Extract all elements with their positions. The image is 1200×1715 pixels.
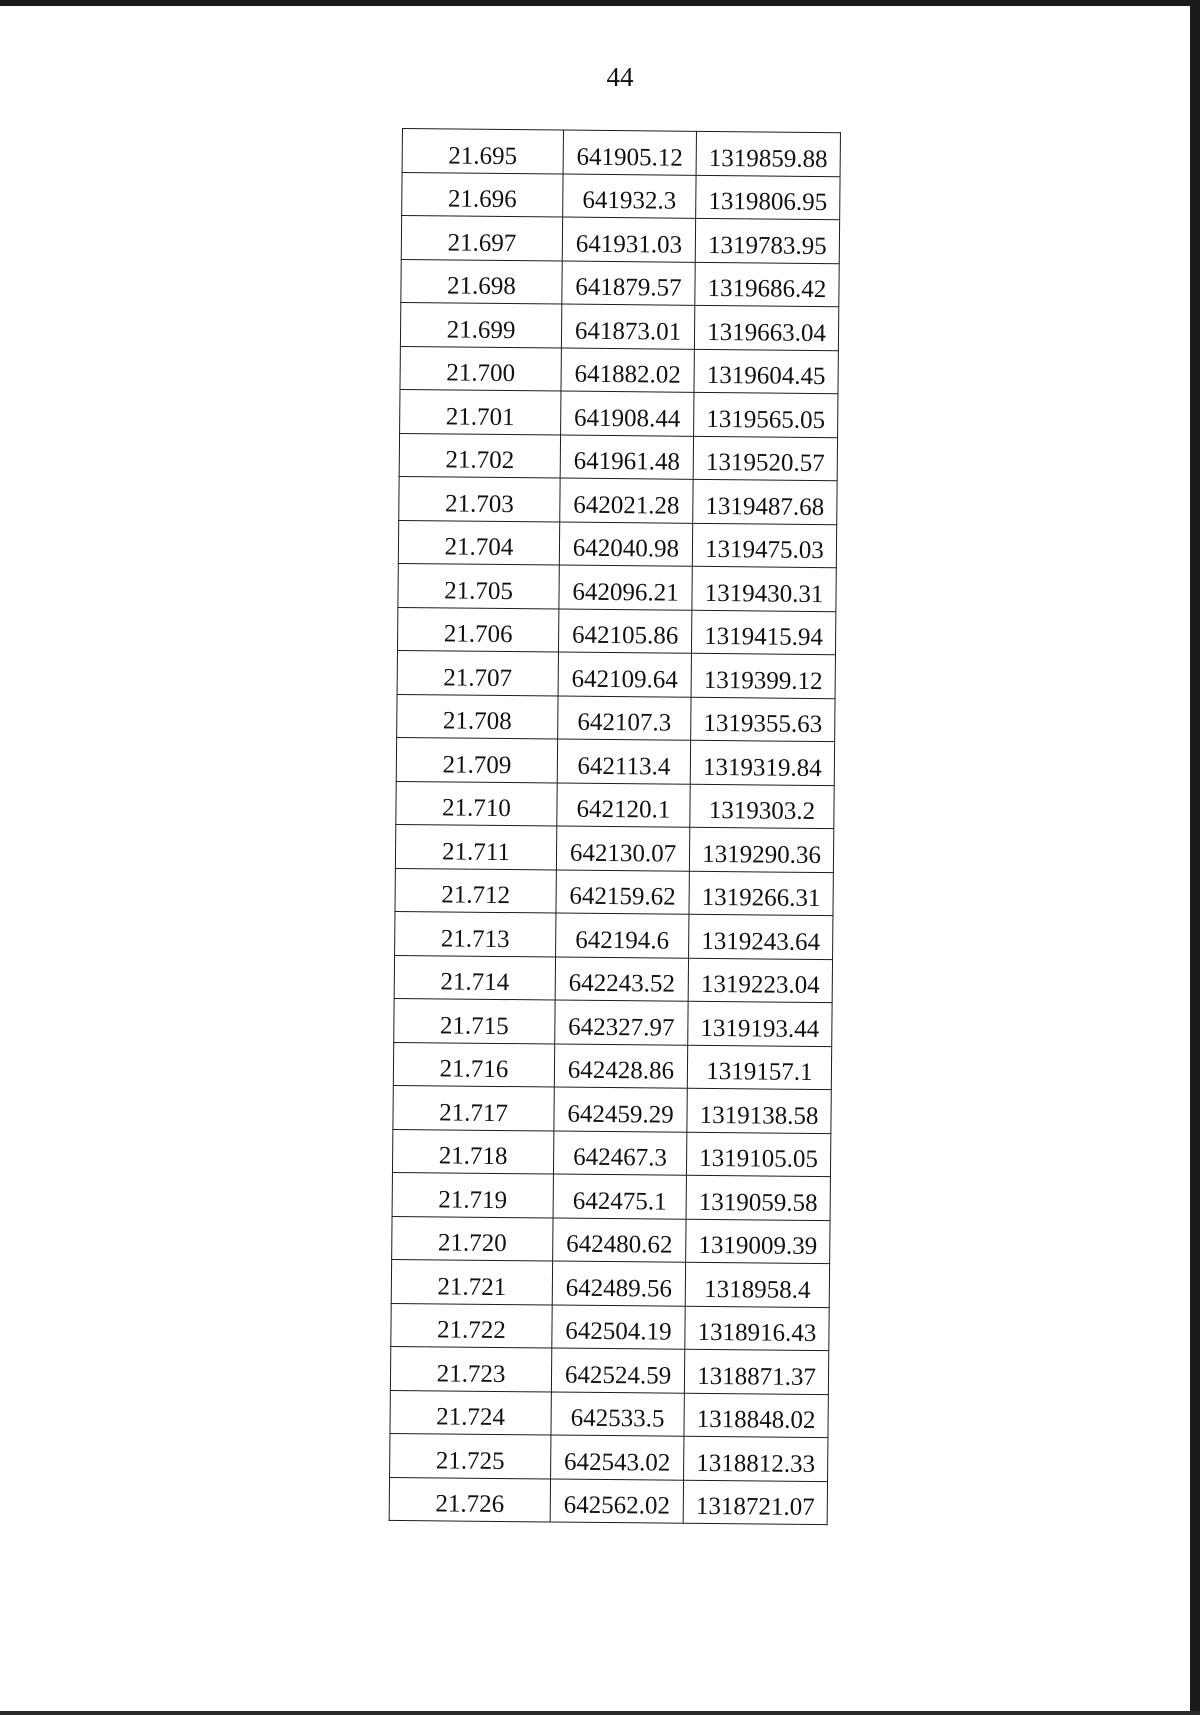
- table-row: [391, 1259, 829, 1307]
- y-coordinate-cell: 1319783.95: [695, 218, 839, 263]
- y-coordinate-cell: 1319009.39: [686, 1219, 830, 1264]
- y-coordinate-cell: 1318848.02: [684, 1393, 828, 1438]
- point-id-cell: 21.712: [395, 868, 556, 913]
- x-coordinate-cell: 642159.62: [556, 870, 689, 915]
- point-id-cell: 21.710: [396, 781, 557, 826]
- point-id-cell: 21.699: [400, 302, 561, 347]
- table-row: [397, 650, 835, 698]
- table-row: [402, 172, 840, 220]
- y-coordinate-cell: 1318812.33: [684, 1436, 828, 1481]
- x-coordinate-cell: 641932.3: [563, 174, 696, 219]
- x-coordinate-cell: 641908.44: [561, 391, 694, 436]
- y-coordinate-cell: 1319059.58: [686, 1175, 830, 1220]
- x-coordinate-cell: 642021.28: [560, 478, 693, 523]
- point-id-cell: 21.702: [399, 433, 560, 478]
- table-row: [398, 563, 836, 611]
- table-row: [393, 1085, 831, 1133]
- x-coordinate-cell: 641931.03: [562, 217, 695, 262]
- point-id-cell: 21.695: [402, 129, 563, 174]
- table-row: [397, 607, 835, 655]
- table-row: [396, 781, 834, 829]
- table-row: [392, 1129, 830, 1177]
- point-id-cell: 21.700: [400, 346, 561, 391]
- table-row: [395, 911, 833, 959]
- table-row: [390, 1390, 828, 1438]
- coordinates-table-body: [389, 129, 840, 1525]
- x-coordinate-cell: 642113.4: [557, 739, 690, 784]
- point-id-cell: 21.713: [395, 911, 556, 956]
- x-coordinate-cell: 642543.02: [551, 1435, 684, 1480]
- point-id-cell: 21.709: [396, 737, 557, 782]
- y-coordinate-cell: 1319565.05: [694, 392, 838, 437]
- point-id-cell: 21.703: [399, 476, 560, 521]
- y-coordinate-cell: 1319399.12: [691, 653, 835, 698]
- point-id-cell: 21.723: [390, 1346, 551, 1391]
- page-number: 44: [606, 62, 634, 92]
- scan-edge-top: [0, 0, 1200, 6]
- x-coordinate-cell: 641905.12: [563, 130, 696, 175]
- x-coordinate-cell: 642194.6: [556, 913, 689, 958]
- y-coordinate-cell: 1319604.45: [694, 349, 838, 394]
- x-coordinate-cell: 642040.98: [559, 522, 692, 567]
- x-coordinate-cell: 642480.62: [553, 1218, 686, 1263]
- x-coordinate-cell: 642504.19: [552, 1304, 685, 1349]
- y-coordinate-cell: 1319415.94: [691, 610, 835, 655]
- x-coordinate-cell: 642243.52: [555, 957, 688, 1002]
- x-coordinate-cell: 641873.01: [561, 304, 694, 349]
- table-row: [396, 737, 834, 785]
- table-row: [395, 868, 833, 916]
- x-coordinate-cell: 642467.3: [553, 1131, 686, 1176]
- x-coordinate-cell: 642096.21: [559, 565, 692, 610]
- point-id-cell: 21.707: [397, 650, 558, 695]
- point-id-cell: 21.701: [400, 389, 561, 434]
- table-row: [400, 346, 838, 394]
- table-row: [400, 302, 838, 350]
- point-id-cell: 21.714: [394, 955, 555, 1000]
- scan-edge-bottom: [0, 1711, 1200, 1715]
- x-coordinate-cell: 642107.3: [558, 696, 691, 741]
- y-coordinate-cell: 1319475.03: [692, 523, 836, 568]
- y-coordinate-cell: 1319193.44: [688, 1001, 832, 1046]
- table-row: [389, 1477, 827, 1525]
- table-row: [395, 824, 833, 872]
- y-coordinate-cell: 1318721.07: [683, 1480, 827, 1525]
- point-id-cell: 21.716: [393, 1042, 554, 1087]
- point-id-cell: 21.724: [390, 1390, 551, 1435]
- table-row: [399, 476, 837, 524]
- point-id-cell: 21.696: [402, 172, 563, 217]
- y-coordinate-cell: 1319686.42: [695, 262, 839, 307]
- scan-edge-right: [1190, 0, 1200, 1715]
- table-row: [394, 998, 832, 1046]
- point-id-cell: 21.698: [401, 259, 562, 304]
- y-coordinate-cell: 1319243.64: [689, 914, 833, 959]
- point-id-cell: 21.719: [392, 1172, 553, 1217]
- coordinates-table: [389, 128, 841, 1525]
- table-row: [398, 520, 836, 568]
- x-coordinate-cell: 642459.29: [554, 1087, 687, 1132]
- x-coordinate-cell: 641961.48: [560, 435, 693, 480]
- point-id-cell: 21.708: [397, 694, 558, 739]
- y-coordinate-cell: 1319290.36: [689, 827, 833, 872]
- y-coordinate-cell: 1319355.63: [691, 697, 835, 742]
- table-row: [390, 1346, 828, 1394]
- point-id-cell: 21.715: [394, 998, 555, 1043]
- x-coordinate-cell: 642475.1: [553, 1174, 686, 1219]
- table-row: [392, 1216, 830, 1264]
- y-coordinate-cell: 1319663.04: [694, 305, 838, 350]
- y-coordinate-cell: 1319319.84: [690, 740, 834, 785]
- point-id-cell: 21.718: [392, 1129, 553, 1174]
- table-row: [394, 955, 832, 1003]
- y-coordinate-cell: 1319806.95: [696, 175, 840, 220]
- x-coordinate-cell: 641879.57: [562, 261, 695, 306]
- table-row: [393, 1042, 831, 1090]
- y-coordinate-cell: 1319157.1: [687, 1045, 831, 1090]
- x-coordinate-cell: 642120.1: [557, 783, 690, 828]
- y-coordinate-cell: 1318958.4: [685, 1262, 829, 1307]
- point-id-cell: 21.720: [392, 1216, 553, 1261]
- y-coordinate-cell: 1318916.43: [685, 1306, 829, 1351]
- point-id-cell: 21.697: [401, 216, 562, 261]
- x-coordinate-cell: 642489.56: [552, 1261, 685, 1306]
- table-row: [401, 216, 839, 264]
- y-coordinate-cell: 1319266.31: [689, 871, 833, 916]
- y-coordinate-cell: 1319105.05: [686, 1132, 830, 1177]
- table-row: [397, 694, 835, 742]
- y-coordinate-cell: 1319223.04: [688, 958, 832, 1003]
- y-coordinate-cell: 1319303.2: [690, 784, 834, 829]
- table-row: [401, 259, 839, 307]
- point-id-cell: 21.721: [391, 1259, 552, 1304]
- point-id-cell: 21.706: [397, 607, 558, 652]
- x-coordinate-cell: 641882.02: [561, 348, 694, 393]
- table-row: [391, 1303, 829, 1351]
- x-coordinate-cell: 642428.86: [554, 1044, 687, 1089]
- y-coordinate-cell: 1319487.68: [693, 479, 837, 524]
- point-id-cell: 21.726: [389, 1477, 550, 1522]
- point-id-cell: 21.705: [398, 563, 559, 608]
- table-row: [390, 1433, 828, 1481]
- table-row: [399, 433, 837, 481]
- table-row: [402, 129, 840, 177]
- point-id-cell: 21.722: [391, 1303, 552, 1348]
- y-coordinate-cell: 1319138.58: [687, 1088, 831, 1133]
- x-coordinate-cell: 642130.07: [556, 826, 689, 871]
- x-coordinate-cell: 642524.59: [551, 1348, 684, 1393]
- y-coordinate-cell: 1319520.57: [693, 436, 837, 481]
- x-coordinate-cell: 642109.64: [558, 652, 691, 697]
- y-coordinate-cell: 1318871.37: [684, 1349, 828, 1394]
- x-coordinate-cell: 642533.5: [551, 1391, 684, 1436]
- point-id-cell: 21.704: [398, 520, 559, 565]
- point-id-cell: 21.717: [393, 1085, 554, 1130]
- point-id-cell: 21.725: [390, 1433, 551, 1478]
- table-row: [392, 1172, 830, 1220]
- x-coordinate-cell: 642105.86: [558, 609, 691, 654]
- point-id-cell: 21.711: [395, 824, 556, 869]
- table-row: [400, 389, 838, 437]
- x-coordinate-cell: 642327.97: [555, 1000, 688, 1045]
- y-coordinate-cell: 1319859.88: [696, 131, 840, 176]
- x-coordinate-cell: 642562.02: [550, 1478, 683, 1523]
- y-coordinate-cell: 1319430.31: [692, 566, 836, 611]
